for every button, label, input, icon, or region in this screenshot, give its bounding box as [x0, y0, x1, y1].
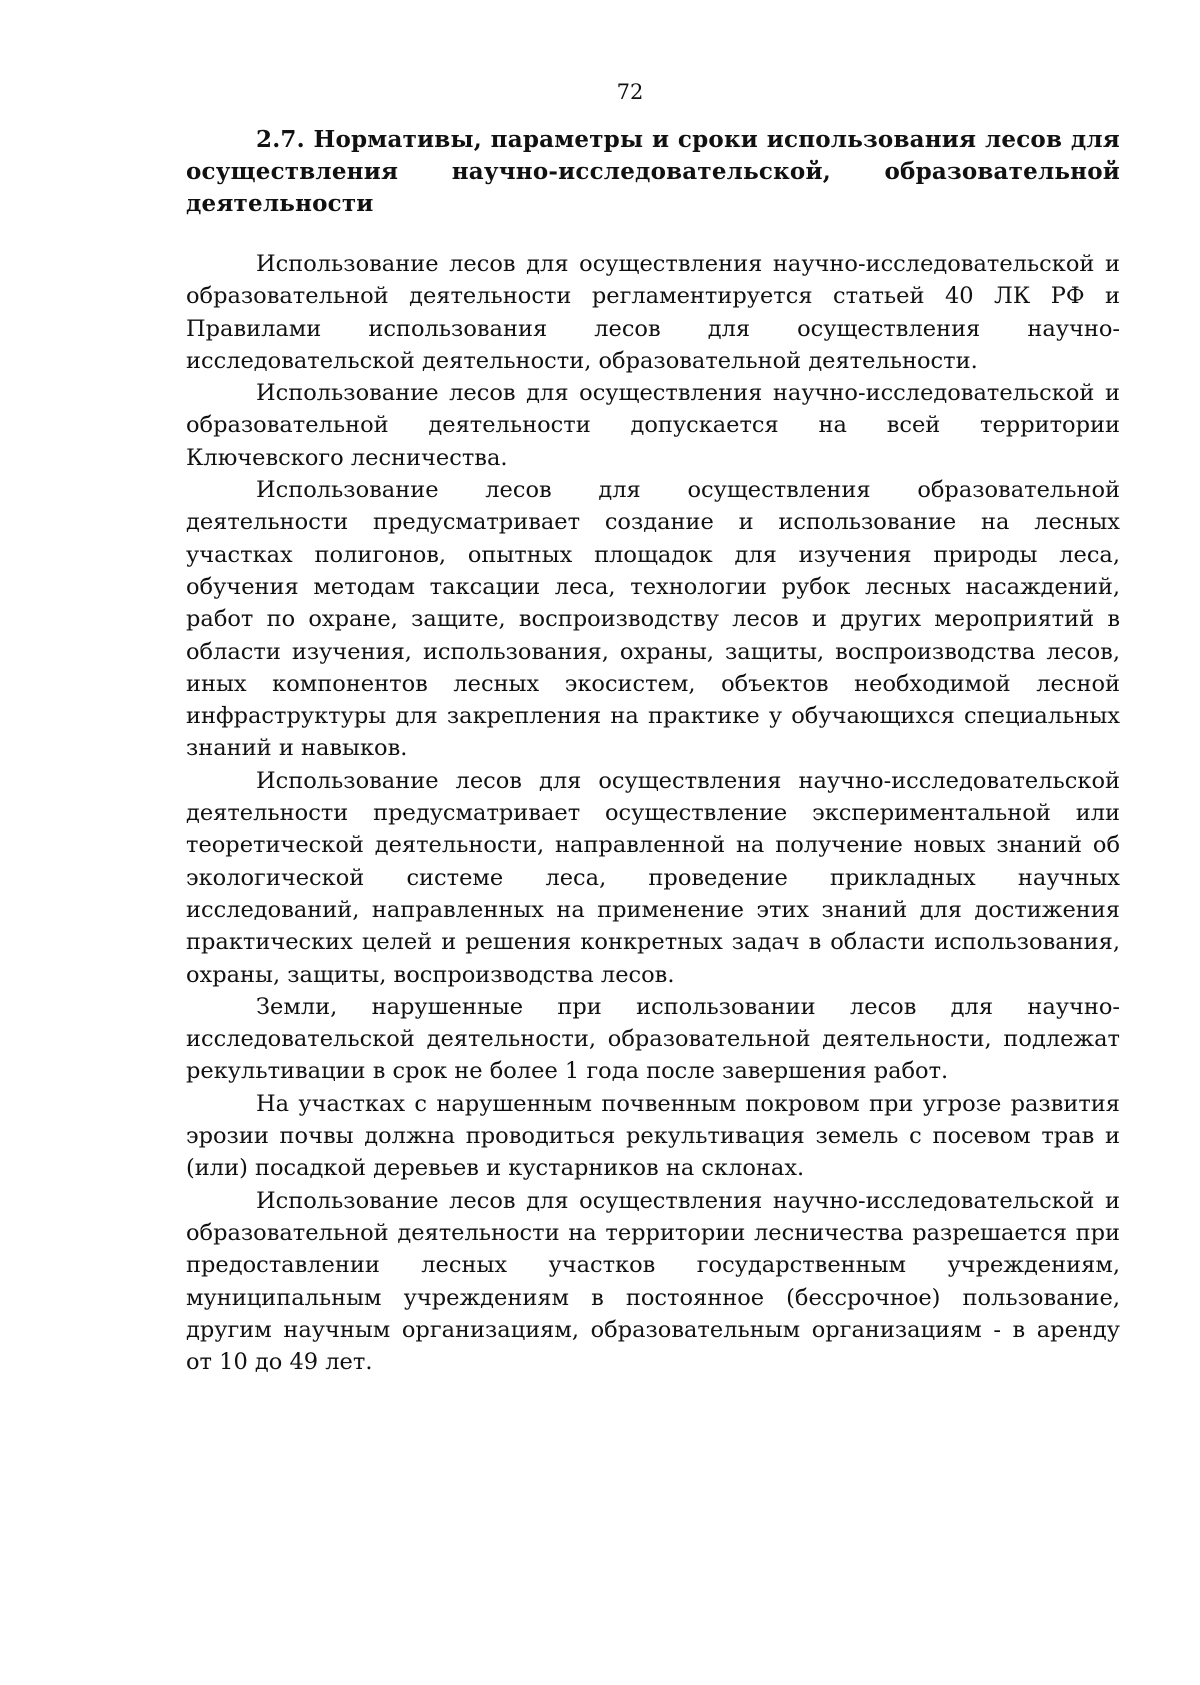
paragraph-5: Земли, нарушенные при использовании лесов для научно-исследовательской деятельности, образовательной деятельности, подлежат рекультивации в срок не более 1 года после завершения работ.	[186, 993, 1120, 1085]
paragraph-6: На участках с нарушенным почвенным покровом при угрозе развития эрозии почвы должна проводиться рекультивация земель с посевом трав и (или) посадкой деревьев и кустарников на склонах.	[186, 1090, 1120, 1182]
section-heading: 2.7. Нормативы, параметры и сроки использования лесов для осуществления научно-исследовательской, образовательной деятельности	[186, 126, 1120, 217]
page-number: 72	[616, 80, 644, 104]
document-body	[186, 124, 1120, 1378]
paragraph-1: Использование лесов для осуществления научно-исследовательской и образовательной деятельности регламентируется статьей 40 ЛК РФ и Правилами использования лесов для осуществления научно-исследовательской деятельности, образовательной деятельности.	[186, 251, 1120, 374]
paragraph-7: Использование лесов для осуществления научно-исследовательской и образовательной деятельности на территории лесничества разрешается при предоставлении лесных участков государственным учреждениям, муниципальным учреждениям в постоянное (бессрочное) пользование, другим научным организациям, образовательным организациям - в аренду от 10 до 49 лет.	[186, 1187, 1120, 1376]
paragraph-4: Использование лесов для осуществления научно-исследовательской деятельности предусматривает осуществление экспериментальной или теоретической деятельности, направленной на получение новых знаний об экологической системе леса, проведение прикладных научных исследований, направленных на применение этих знаний для достижения практических целей и решения конкретных задач в области использования, охраны, защиты, воспроизводства лесов.	[186, 767, 1120, 988]
paragraph-2: Использование лесов для осуществления научно-исследовательской и образовательной деятельности допускается на всей территории Ключевского лесничества.	[186, 380, 1120, 471]
paragraph-3: Использование лесов для осуществления образовательной деятельности предусматривает создание и использование на лесных участках полигонов, опытных площадок для изучения природы леса, обучения методам таксации леса, технологии рубок лесных насаждений, работ по охране, защите, воспроизводству лесов и других мероприятий в области изучения, использования, охраны, защиты, воспроизводства лесов, иных компонентов лесных экосистем, объектов необходимой лесной инфраструктуры для закрепления на практике у обучающихся специальных знаний и навыков.	[186, 477, 1120, 762]
